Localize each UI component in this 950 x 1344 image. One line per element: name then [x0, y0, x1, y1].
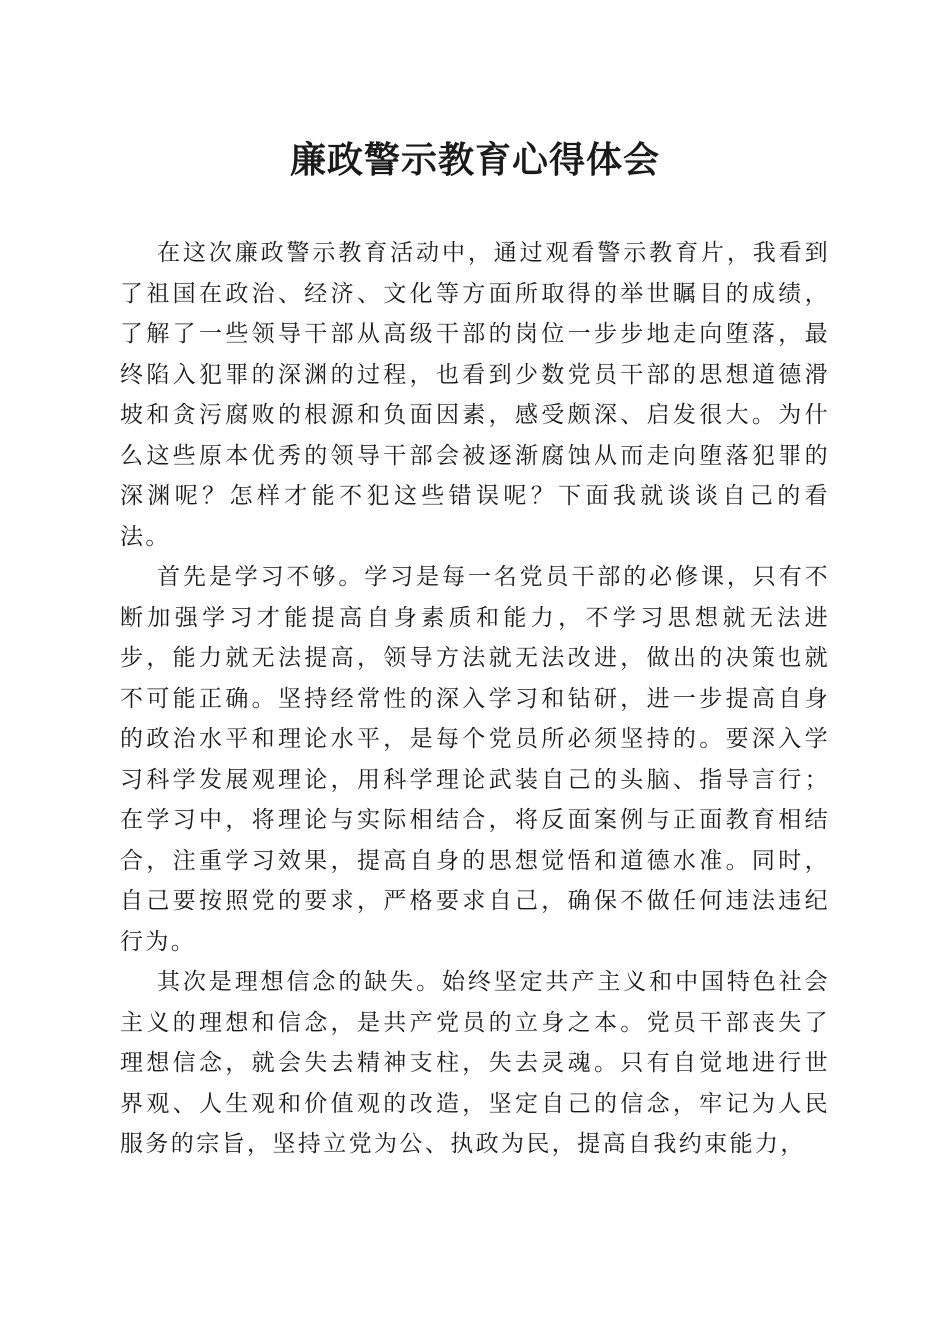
document-title: 廉政警示教育心得体会: [289, 139, 660, 181]
paragraph-learning: 首先是学习不够。学习是每一名党员干部的必修课，只有不断加强学习才能提高自身素质和能力，不学习思想就无法进步，能力就无法提高，领导方法就无法改进，做出的决策也就不可能正确。坚持经常性的深入学习和钻研，进一步提高自身的政治水平和理论水平，是每个党员所必须坚持的。要深入学习科学发展观理论，用科学理论武装自己的头脑、指导言行；在学习中，将理论与实际相结合，将反面案例与正面教育相结合，注重学习效果，提高自身的思想觉悟和道德水准。同时，自己要按照党的要求，严格要求自己，确保不做任何违法违纪行为。: [120, 564, 830, 955]
paragraph-intro: 在这次廉政警示教育活动中，通过观看警示教育片，我看到了祖国在政治、经济、文化等方面所取得的举世瞩目的成绩，了解了一些领导干部从高级干部的岗位一步步地走向堕落，最终陷入犯罪的深渊的过程，也看到少数党员干部的思想道德滑坡和贪污腐败的根源和负面因素，感受颇深、启发很大。为什么这些原本优秀的领导干部会被逐渐腐蚀从而走向堕落犯罪的深渊呢？怎样才能不犯这些错误呢？下面我就谈谈自己的看法。: [120, 240, 830, 550]
document-body: [120, 233, 830, 1165]
paragraph-ideals: 其次是理想信念的缺失。始终坚定共产主义和中国特色社会主义的理想和信念，是共产党员的立身之本。党员干部丧失了理想信念，就会失去精神支柱，失去灵魂。只有自觉地进行世界观、人生观和价值观的改造，坚定自己的信念，牢记为人民服务的宗旨，坚持立党为公、执政为民，提高自我约束能力，: [120, 969, 830, 1157]
